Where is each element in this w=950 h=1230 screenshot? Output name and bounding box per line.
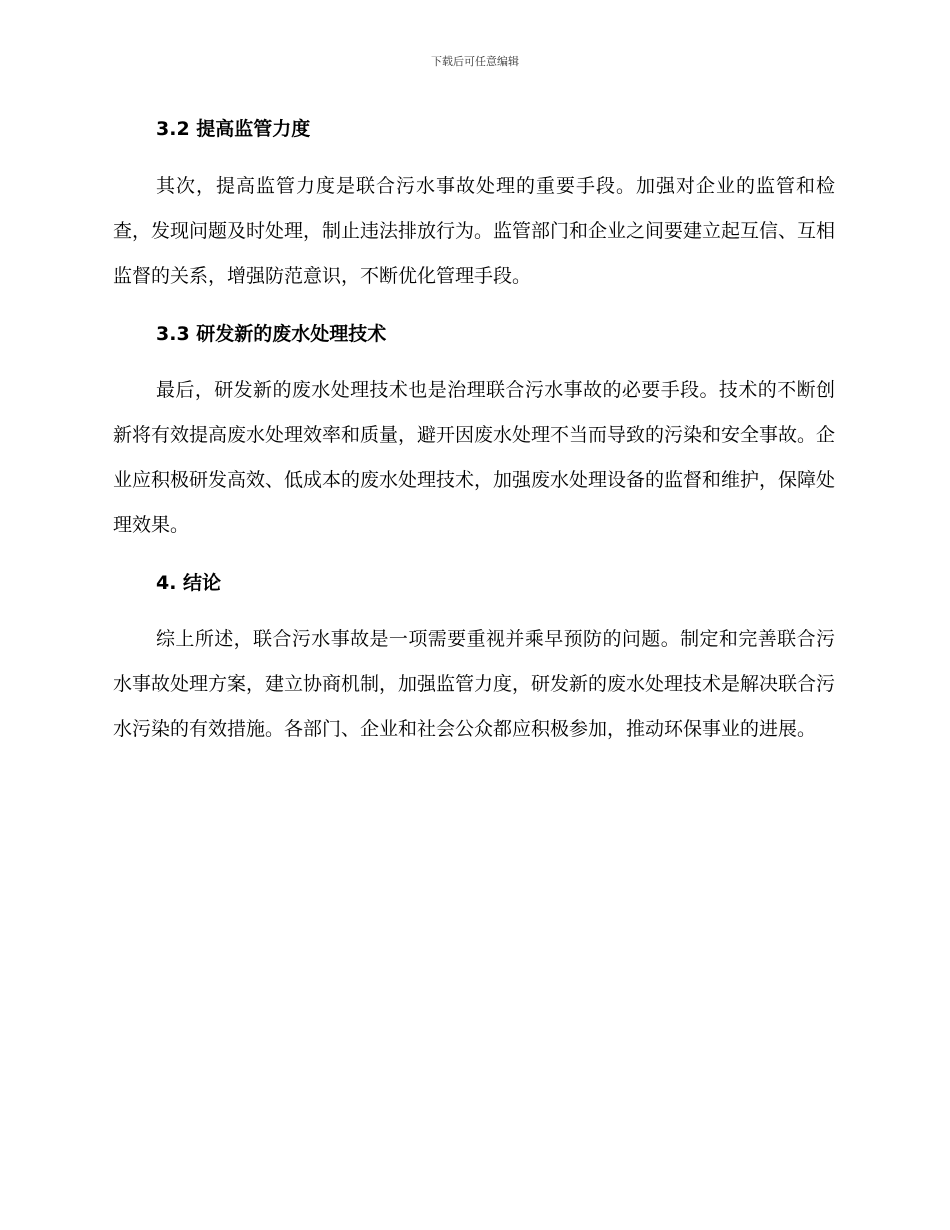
- section-body-3-2: 其次，提高监管力度是联合污水事故处理的重要手段。加强对企业的监管和检查，发现问题及时处理，制止违法排放行为。监管部门和企业之间要建立起互信、互相监督的关系，增强防范意识，不断优化管理手段。: [113, 175, 836, 287]
- page-header: 下载后可任意编辑: [431, 55, 519, 68]
- section-heading-3-3: 3.3 研发新的废水处理技术: [156, 323, 387, 345]
- section-body-3-3: 最后，研发新的废水处理技术也是治理联合污水事故的必要手段。技术的不断创新将有效提高废水处理效率和质量，避开因废水处理不当而导致的污染和安全事故。企业应积极研发高效、低成本的废水处理技术，加强废水处理设备的监督和维护，保障处理效果。: [113, 379, 836, 536]
- section-heading-conclusion: 4. 结论: [156, 572, 222, 594]
- section-heading-3-2: 3.2 提高监管力度: [156, 118, 311, 140]
- section-body-conclusion: 综上所述，联合污水事故是一项需要重视并乘早预防的问题。制定和完善联合污水事故处理方案，建立协商机制，加强监管力度，研发新的废水处理技术是解决联合污水污染的有效措施。各部门、企业和社会公众都应积极参加，推动环保事业的进展。: [113, 628, 836, 740]
